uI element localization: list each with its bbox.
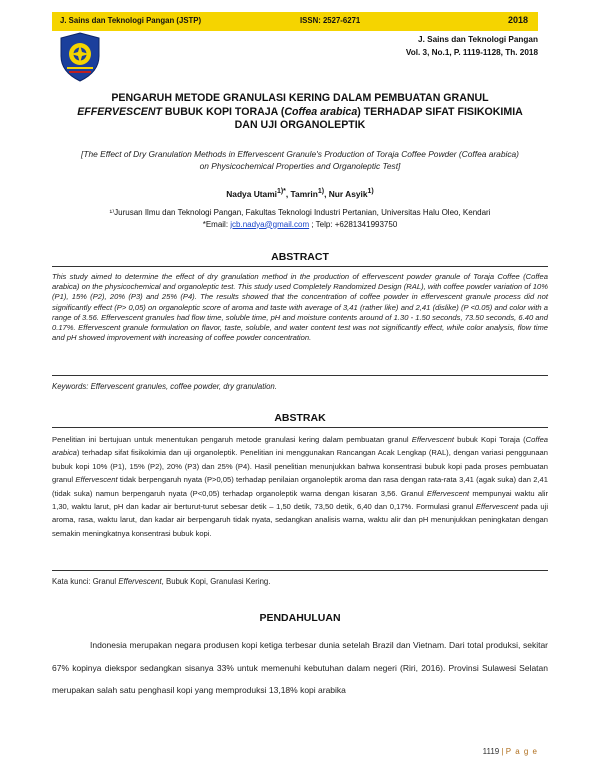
page-label: P a g e — [505, 747, 538, 756]
introduction-text: Indonesia merupakan negara produsen kopi ketiga terbesar dunia setelah Brazil dan Vietnam. Dari total produksi, sekitar 67% kopinya diekspor sedangkan sisanya 33% untuk memenuhi kebutuhan dalam negeri (Riri, 2016). Provinsi Sulawesi Selatan merupakan salah satu penghasil kopi yang memproduksi 13,18% kopi arabika — [52, 640, 548, 695]
kata-kunci-italic: Effervescent — [118, 577, 162, 586]
journal-header-bar — [52, 12, 538, 31]
footer-separator: | — [501, 747, 504, 756]
affiliation-line: ¹⁾Jurusan Ilmu dan Teknologi Pangan, Fakultas Teknologi Industri Pertanian, Universitas Halu Oleo, Kendari — [109, 208, 491, 217]
abstract-heading: ABSTRACT — [271, 251, 329, 263]
abstrak-italic-2: Coffea arabica — [52, 435, 549, 458]
abstract-text: This study aimed to determine the effect of dry granulation method in the production of effervescent powder granule of Toraja Coffee (Coffea arabica) on the physicochemical and organoleptic test. This study used Completely Randomized Design (RAL), with coffee powder variation of 10% (P1), 15% (P2), 20% (P3) and 25% (P4). The results showed that the concentration of coffee powder in effervescent granule process did not significantly effect (P> 0,05) on organoleptic score of aroma and taste with average of 3,41 (rather like) and 2,41 (dislike) (P <0.05) and color with a range of 3.56. Effervescent granules had flow time, soluble time, pH and moisture contents around of 1.30 - 1.50 seconds, 73.50 seconds, 6.40 and 0.17%. Effervescent granule formulation on flavor, taste, soluble, and water content test was not significantly effect, while color analysis, flow time and pH showed improvement with increasing of coffee powder concentration. — [52, 272, 548, 343]
abstrak-part-5: mempunyai waktu alir 1,30, waktu larut, pH dan kadar air berturut-turut sebesar detik – 1,50 detik, 73,50 detik, 6,40 dan 0,17%. Formulasi granul — [52, 488, 548, 512]
abstrak-heading: ABSTRAK — [274, 412, 326, 424]
title-text-b: ) TERHADAP SIFAT FISIKOKIMIA — [357, 105, 523, 118]
journal-name: J. Sains dan Teknologi Pangan (JSTP) — [60, 16, 202, 25]
journal-citation — [406, 34, 538, 59]
abstrak-italic-1: Effervescent — [411, 435, 454, 444]
kata-kunci-b: , Bubuk Kopi, Granulasi Kering. — [161, 577, 271, 586]
abstrak-part-1: Penelitian ini bertujuan untuk menentukan pengaruh metode granulasi kering dalam pembuatan granul — [52, 435, 412, 444]
kata-kunci — [52, 577, 548, 586]
email-label: *Email: — [202, 219, 231, 229]
paper-title — [52, 92, 548, 133]
author-3-mark: 1) — [367, 188, 374, 195]
abstrak-italic-3: Effervescent — [75, 475, 118, 485]
page-footer — [483, 747, 538, 756]
citation-volume: Vol. 3, No.1, P. 1119-1128, Th. 2018 — [405, 47, 538, 57]
author-list — [52, 188, 548, 199]
kata-kunci-a: Kata kunci: Granul — [52, 577, 119, 586]
english-title: [The Effect of Dry Granulation Methods in Effervescent Granule's Production of Toraja Coffee Powder (Coffea arabica) on Physicochemical Properties and Organoleptic Test] — [81, 149, 519, 171]
author-3: , Nur Asyik — [324, 188, 368, 199]
title-effervescent: EFFERVESCENT — [77, 105, 162, 118]
journal-year: 2018 — [507, 15, 528, 25]
page-number: 1119 — [482, 747, 500, 756]
phone: ; Telp: +6281341993750 — [309, 219, 398, 229]
university-seal-logo — [58, 32, 102, 82]
author-2: , Tamrin — [285, 188, 318, 199]
abstrak-text — [52, 433, 548, 540]
abstrak-italic-5: Effervescent — [475, 502, 519, 512]
issn: ISSN: 2527-6271 — [300, 16, 361, 25]
email-link[interactable]: jcb.nadya@gmail.com — [230, 219, 310, 229]
author-1-mark: 1)* — [276, 188, 286, 195]
introduction-heading: PENDAHULUAN — [259, 612, 341, 624]
author-2-mark: 1) — [317, 188, 325, 195]
abstrak-part-2: bubuk Kopi Toraja ( — [453, 435, 526, 444]
abstrak-part-4: tidak berpengaruh nyata (P>0,05) terhadap penilaian organoleptik aroma dan rasa dengan rata-rata 3,41 (agak suka) dan 2,41 (tidak suka) namun berpengaruh nyata (P<0,05) terhadap organoleptik warna dengan kisaran 3,56. Granul — [52, 475, 548, 498]
abstract-rule-bottom — [52, 375, 548, 376]
title-line-1: PENGARUH METODE GRANULASI KERING DALAM PEMBUATAN GRANUL — [111, 92, 489, 104]
abstrak-part-6: pada uji aroma, rasa, waktu larut, dan kadar air berpengaruh tidak nyata, sedangkan analisis warna, waktu alir dan pH menunjukkan peningkatan dengan semakin meningkatnya konsentrasi bubuk kopi. — [52, 502, 549, 538]
abstrak-part-3: ) terhadap sifat fisikokimia dan uji organoleptik. Penelitian ini menggunakan Rancangan Acak Lengkap (RAL), dengan variasi penggunaan bubuk kopi 10% (P1), 15% (P2), 20% (P3) dan 25% (P4). Hasil penelitian menunjukkan bahwa konsentrasi bubuk kopi pada proses pembuatan granul — [52, 448, 548, 485]
abstract-rule-top — [52, 266, 548, 267]
abstrak-rule-bottom — [52, 570, 548, 571]
title-text-a: BUBUK KOPI TORAJA ( — [161, 105, 285, 118]
title-line-2 — [52, 106, 548, 120]
abstrak-rule-top — [52, 427, 548, 428]
title-species: Coffea arabica — [284, 105, 358, 118]
citation-journal: J. Sains dan Teknologi Pangan — [418, 35, 538, 44]
keywords: Keywords: Effervescent granules, coffee powder, dry granulation. — [52, 382, 277, 391]
abstrak-italic-4: Effervescent — [426, 488, 470, 498]
author-1: Nadya Utami — [226, 188, 277, 199]
contact-line — [52, 219, 548, 231]
title-line-3: DAN UJI ORGANOLEPTIK — [234, 119, 366, 131]
affiliation — [52, 207, 548, 230]
